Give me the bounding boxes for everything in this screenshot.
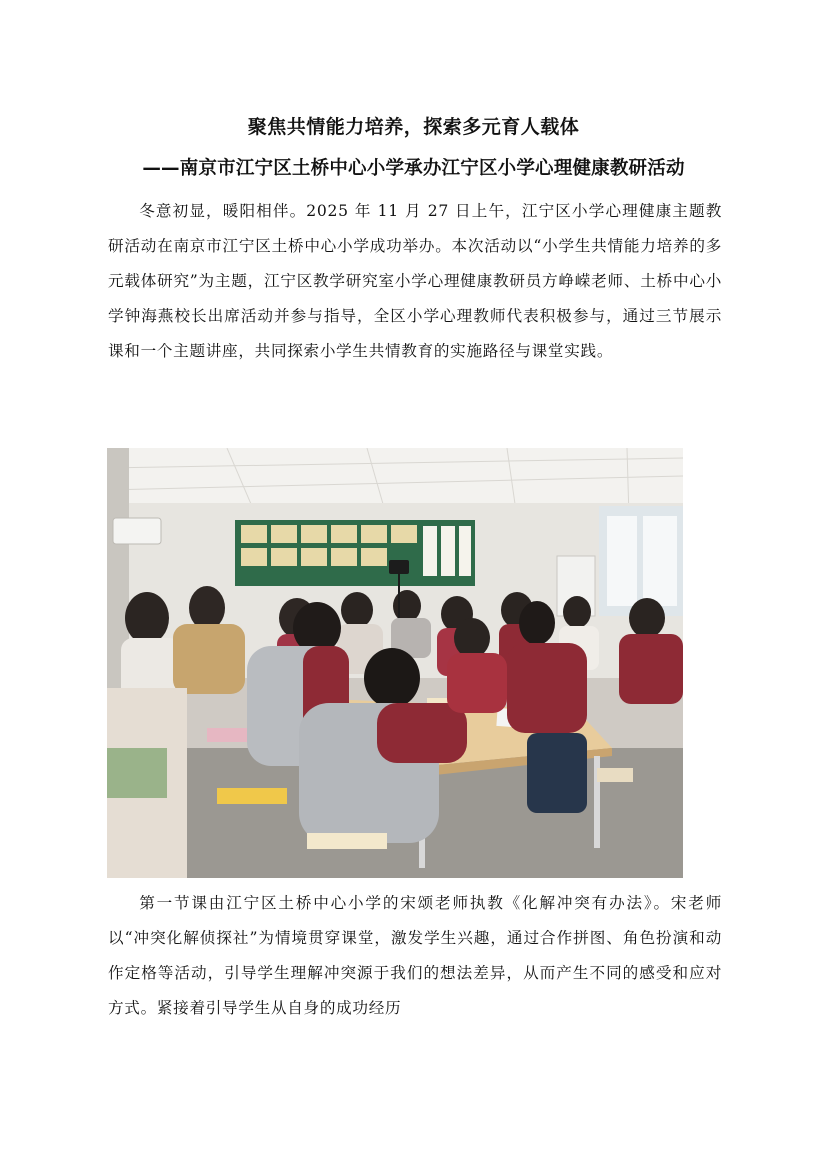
paragraph-first-lesson: 第一节课由江宁区土桥中心小学的宋颂老师执教《化解冲突有办法》。宋老师以“冲突化解侦探社”为情境贯穿课堂，激发学生兴趣，通过合作拼图、角色扮演和动作定格等活动，引导学生理解冲突源于我们的想法差异，从而产生不同的感受和应对方式。紧接着引导学生从自身的成功经历: [108, 894, 722, 1017]
classroom-photo: [107, 448, 683, 878]
document-subtitle: ——南京市江宁区土桥中心小学承办江宁区小学心理健康教研活动: [142, 158, 685, 179]
document-title: 聚焦共情能力培养，探索多元育人载体: [247, 116, 580, 138]
paragraph-intro: 冬意初显，暖阳相伴。2025 年 11 月 27 日上午，江宁区小学心理健康主题教研活动在南京市江宁区土桥中心小学成功举办。本次活动以“小学生共情能力培养的多元载体研究”为主题，江宁区教学研究室小学心理健康教研员方峥嵘老师、土桥中心小学钟海燕校长出席活动并参与指导，全区小学心理教师代表积极参与，通过三节展示课和一个主题讲座，共同探索小学生共情教育的实施路径与课堂实践。: [108, 202, 722, 360]
